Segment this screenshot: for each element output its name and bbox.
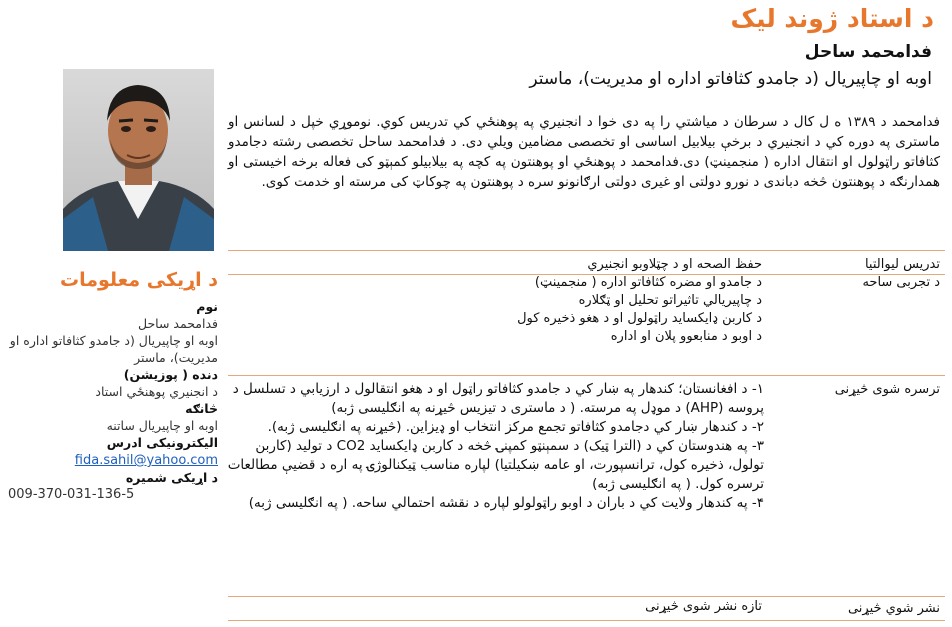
research-label: ترسره شوی څیړنی xyxy=(834,382,940,397)
research-item: ۳- په هندوستان کي د (الترا ټیک) د سمېنټو کمپنۍ څخه د کاربن ډایکساید CO2 د تولید (کاربن تولول، ذخیره کول، ترانسپورت، او عامه ښکیلتیا) لپاره مناسب ټیکنالوژۍ په اره د قضیې مطالعات ترسره کول. ( په انګلیسی ژبه) xyxy=(227,438,764,492)
teaching-interests-value: حفظ الصحه او د چټلاوبو انجنیري xyxy=(587,257,762,272)
contact-phone-label: د اړیکی شمیره xyxy=(125,470,218,485)
experience-item: د چاپیریالي تاثیراتو تحلیل او ټګلاره xyxy=(578,293,762,308)
experience-item: د کاربن ډایکساید راټولول او د هغو ذخیره کول xyxy=(517,311,762,326)
contact-rank-value: د انجنیري پوهنځي استاد xyxy=(95,384,218,399)
table-divider xyxy=(228,596,945,597)
experience-item: د جامدو او مضره کثافاتو اداره ( منجمینټ) xyxy=(534,275,762,290)
biography-text: فدامحمد د ۱۳۸۹ ه ل کال د سرطان د میاشتي را په دی خوا د انجنیري په پوهنځي کي تدریس کوي. نوموړي خپل د لسانس او ماستری په دوره کي د انجنیري د برخې بیلابیل اساسی او تخصصی مضامین ویلي دی. د فدامحمد ساحل تخصصی رشته دجامدو کثافاتو راټولول او انتقال اداره ( منجمینټ) دی.فدامحمد د پوهنځي او پوهنتون په کچه په بیلابیلو کمېټو کی فعاله برخه اخیستی او همدارنګه د پوهنتون څخه دباندی د نورو دولتی او غیری دولتی ارګانونو سره د پوهنتون په چوکاټ کی مرسته او خدمت کوی. xyxy=(228,114,940,190)
research-item: ۲- د کندهار ښار کي دجامدو کثافاتو تجمع مرکز انتخاب او ډیزاین. (څیړنه په انګلیسی ژبه). xyxy=(267,419,764,435)
publications-value: تازه نشر شوی څیړنی xyxy=(645,599,762,614)
table-divider xyxy=(228,620,945,621)
contact-email-label: الیکترونیکی ادرس xyxy=(106,435,218,450)
research-item: ۴- په کندهار ولایت کي د باران د اوبو راټولولو لپاره د نقشه احتمالي ساحه. ( په انګلیسی ژبه) xyxy=(248,495,764,511)
contact-info xyxy=(8,298,218,503)
experience-list xyxy=(232,274,762,346)
publications-label: نشر شوي څیړنی xyxy=(847,601,940,616)
person-name: فدامحمد ساحل xyxy=(804,42,932,62)
contact-section-title: د اړیکی معلومات xyxy=(60,269,218,291)
contact-name-value: فدامحمد ساحل xyxy=(137,316,218,331)
contact-degree-value: اوبه او چاپیریال (د جامدو کثافاتو اداره او مدیریت)، ماستر xyxy=(9,333,218,365)
research-item: ۱- د افغانستان؛ کندهار په ښار کي د جامدو کثافاتو راټول او د هغو انتقالول د ارزیابي د تسلسل د پروسه (AHP) د موډل په مرسته. ( د ماستری د تیزیس څیړنه په انګلیسی ژبه) xyxy=(232,381,764,416)
table-divider xyxy=(228,375,945,376)
page-title: د استاد ژوند لیک xyxy=(730,4,934,33)
contact-department-value: اوبه او چاپیریال ساتنه xyxy=(106,418,218,433)
experience-label: د تجربی ساحه xyxy=(862,275,940,290)
contact-name-label: نوم xyxy=(196,299,218,314)
person-portrait-icon xyxy=(63,69,214,251)
contact-rank-label: دنده ( پوزیشن) xyxy=(123,367,218,382)
contact-phone-value: 009-370-031-136-5 xyxy=(8,487,135,502)
contact-department-label: څانګه xyxy=(185,401,218,416)
person-degree: اوبه او چاپیریال (د جامدو کثافاتو اداره او مدیریت)، ماستر xyxy=(529,69,932,89)
contact-email-link[interactable]: fida.sahil@yahoo.com xyxy=(74,453,218,468)
table-divider xyxy=(228,250,945,251)
experience-item: د اوبو د منابعوو پلان او اداره xyxy=(610,329,762,344)
teaching-interests-label: تدریس لیوالتیا xyxy=(864,257,940,272)
research-list xyxy=(226,380,764,513)
profile-photo xyxy=(63,69,214,251)
